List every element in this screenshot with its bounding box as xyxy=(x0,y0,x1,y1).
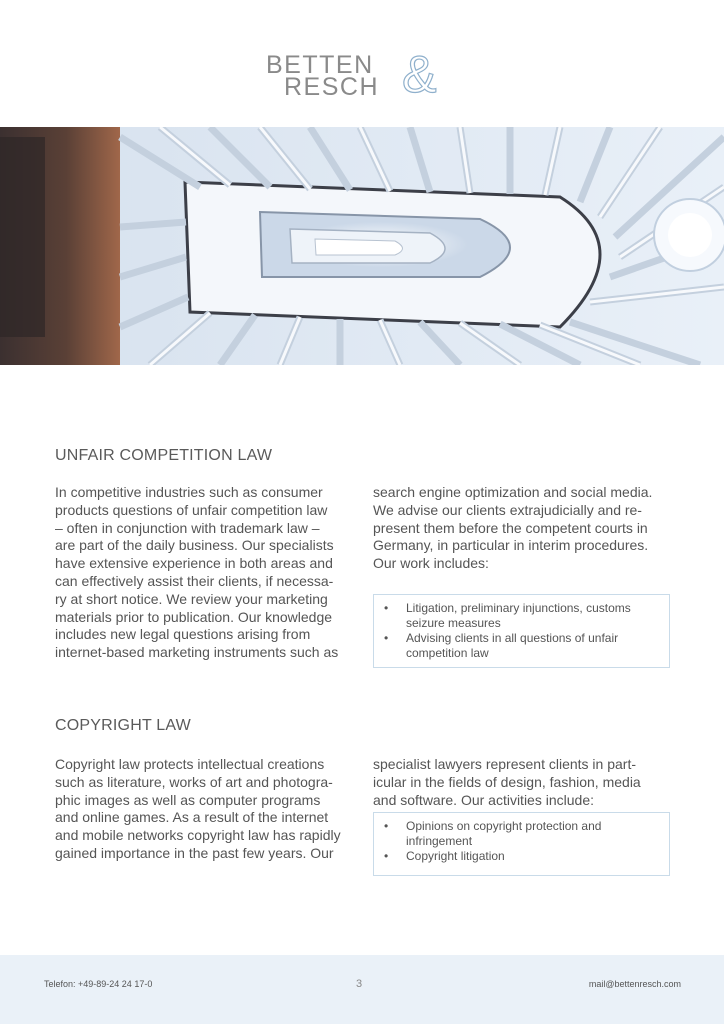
paragraph-line: ry at short notice. We review your marketing xyxy=(55,590,328,607)
paragraph-line: and software. Our activities include: xyxy=(373,791,594,808)
list-item xyxy=(384,601,659,631)
paragraph-line: gained importance in the past few years. Our xyxy=(55,844,334,861)
paragraph-line: includes new legal questions arising from xyxy=(55,626,311,643)
paragraph-line: are part of the daily business. Our specialists xyxy=(55,537,334,554)
footer-email-link[interactable]: mail@bettenresch.com xyxy=(588,979,681,989)
copyright-services-box xyxy=(373,812,670,876)
list-item-text: Opinions on copyright protection and xyxy=(406,819,602,833)
bullet-icon: • xyxy=(384,631,389,645)
copyright-right-column xyxy=(373,756,673,809)
paragraph-line: specialist lawyers represent clients in part- xyxy=(373,756,636,772)
unfair-competition-left-column xyxy=(55,484,355,662)
bullet-icon: • xyxy=(384,849,389,863)
paragraph-line: have extensive experience in both areas and xyxy=(55,555,333,572)
logo-line-resch: RESCH xyxy=(284,73,380,101)
paragraph-line: We advise our clients extrajudicially and re- xyxy=(373,501,642,518)
heading-copyright-law: COPYRIGHT LAW xyxy=(55,717,191,734)
paragraph-line: can effectively assist their clients, if necessa- xyxy=(55,572,334,589)
paragraph-line: products questions of unfair competition law xyxy=(55,501,328,518)
svg-text:&: & xyxy=(402,50,437,98)
list-item-text: infringement xyxy=(406,834,473,848)
paragraph-line: phic images as well as computer programs xyxy=(55,791,321,808)
copyright-left-column xyxy=(55,756,355,863)
paragraph-line: and mobile networks copyright law has rapidly xyxy=(55,827,341,844)
list-item xyxy=(384,819,659,849)
list-item-text: competition law xyxy=(406,646,489,660)
paragraph-line: Our work includes: xyxy=(373,555,489,572)
paragraph-line: – often in conjunction with trademark law – xyxy=(55,519,320,536)
paragraph-line: present them before the competent courts in xyxy=(373,519,648,536)
page-number: 3 xyxy=(356,978,363,990)
paragraph-line: In competitive industries such as consumer xyxy=(55,484,323,500)
paragraph-line: search engine optimization and social media. xyxy=(373,484,653,500)
bullet-icon: • xyxy=(384,601,389,615)
services-list xyxy=(384,819,659,864)
hero-staircase-image xyxy=(0,127,724,365)
unfair-competition-right-column xyxy=(373,484,673,573)
paragraph-line: internet-based marketing instruments such as xyxy=(55,644,339,661)
list-item-text: Litigation, preliminary injunctions, customs xyxy=(406,601,631,615)
list-item xyxy=(384,631,659,661)
staircase-illustration xyxy=(0,127,724,365)
page-footer xyxy=(0,955,724,1024)
paragraph-line: such as literature, works of art and photogra- xyxy=(55,773,333,790)
logo-ampersand-icon xyxy=(400,50,460,98)
list-item-text: seizure measures xyxy=(406,616,501,630)
betten-resch-logo xyxy=(266,52,466,100)
services-list xyxy=(384,601,659,661)
heading-unfair-competition-law: UNFAIR COMPETITION LAW xyxy=(55,447,273,464)
list-item-text: Advising clients in all questions of unfair xyxy=(406,631,619,645)
paragraph-line: materials prior to publication. Our knowledge xyxy=(55,608,333,625)
list-item-text: Copyright litigation xyxy=(406,849,505,863)
paragraph-line: Germany, in particular in interim procedures. xyxy=(373,537,649,554)
logo-line-betten: BETTEN xyxy=(266,51,374,79)
footer-phone: Telefon: +49-89-24 24 17-0 xyxy=(44,979,153,989)
unfair-competition-services-box xyxy=(373,594,670,668)
bullet-icon: • xyxy=(384,819,389,833)
list-item xyxy=(384,849,659,864)
paragraph-line: Copyright law protects intellectual creations xyxy=(55,756,325,772)
paragraph-line: and online games. As a result of the internet xyxy=(55,809,329,826)
paragraph-line: icular in the fields of design, fashion, media xyxy=(373,773,641,790)
